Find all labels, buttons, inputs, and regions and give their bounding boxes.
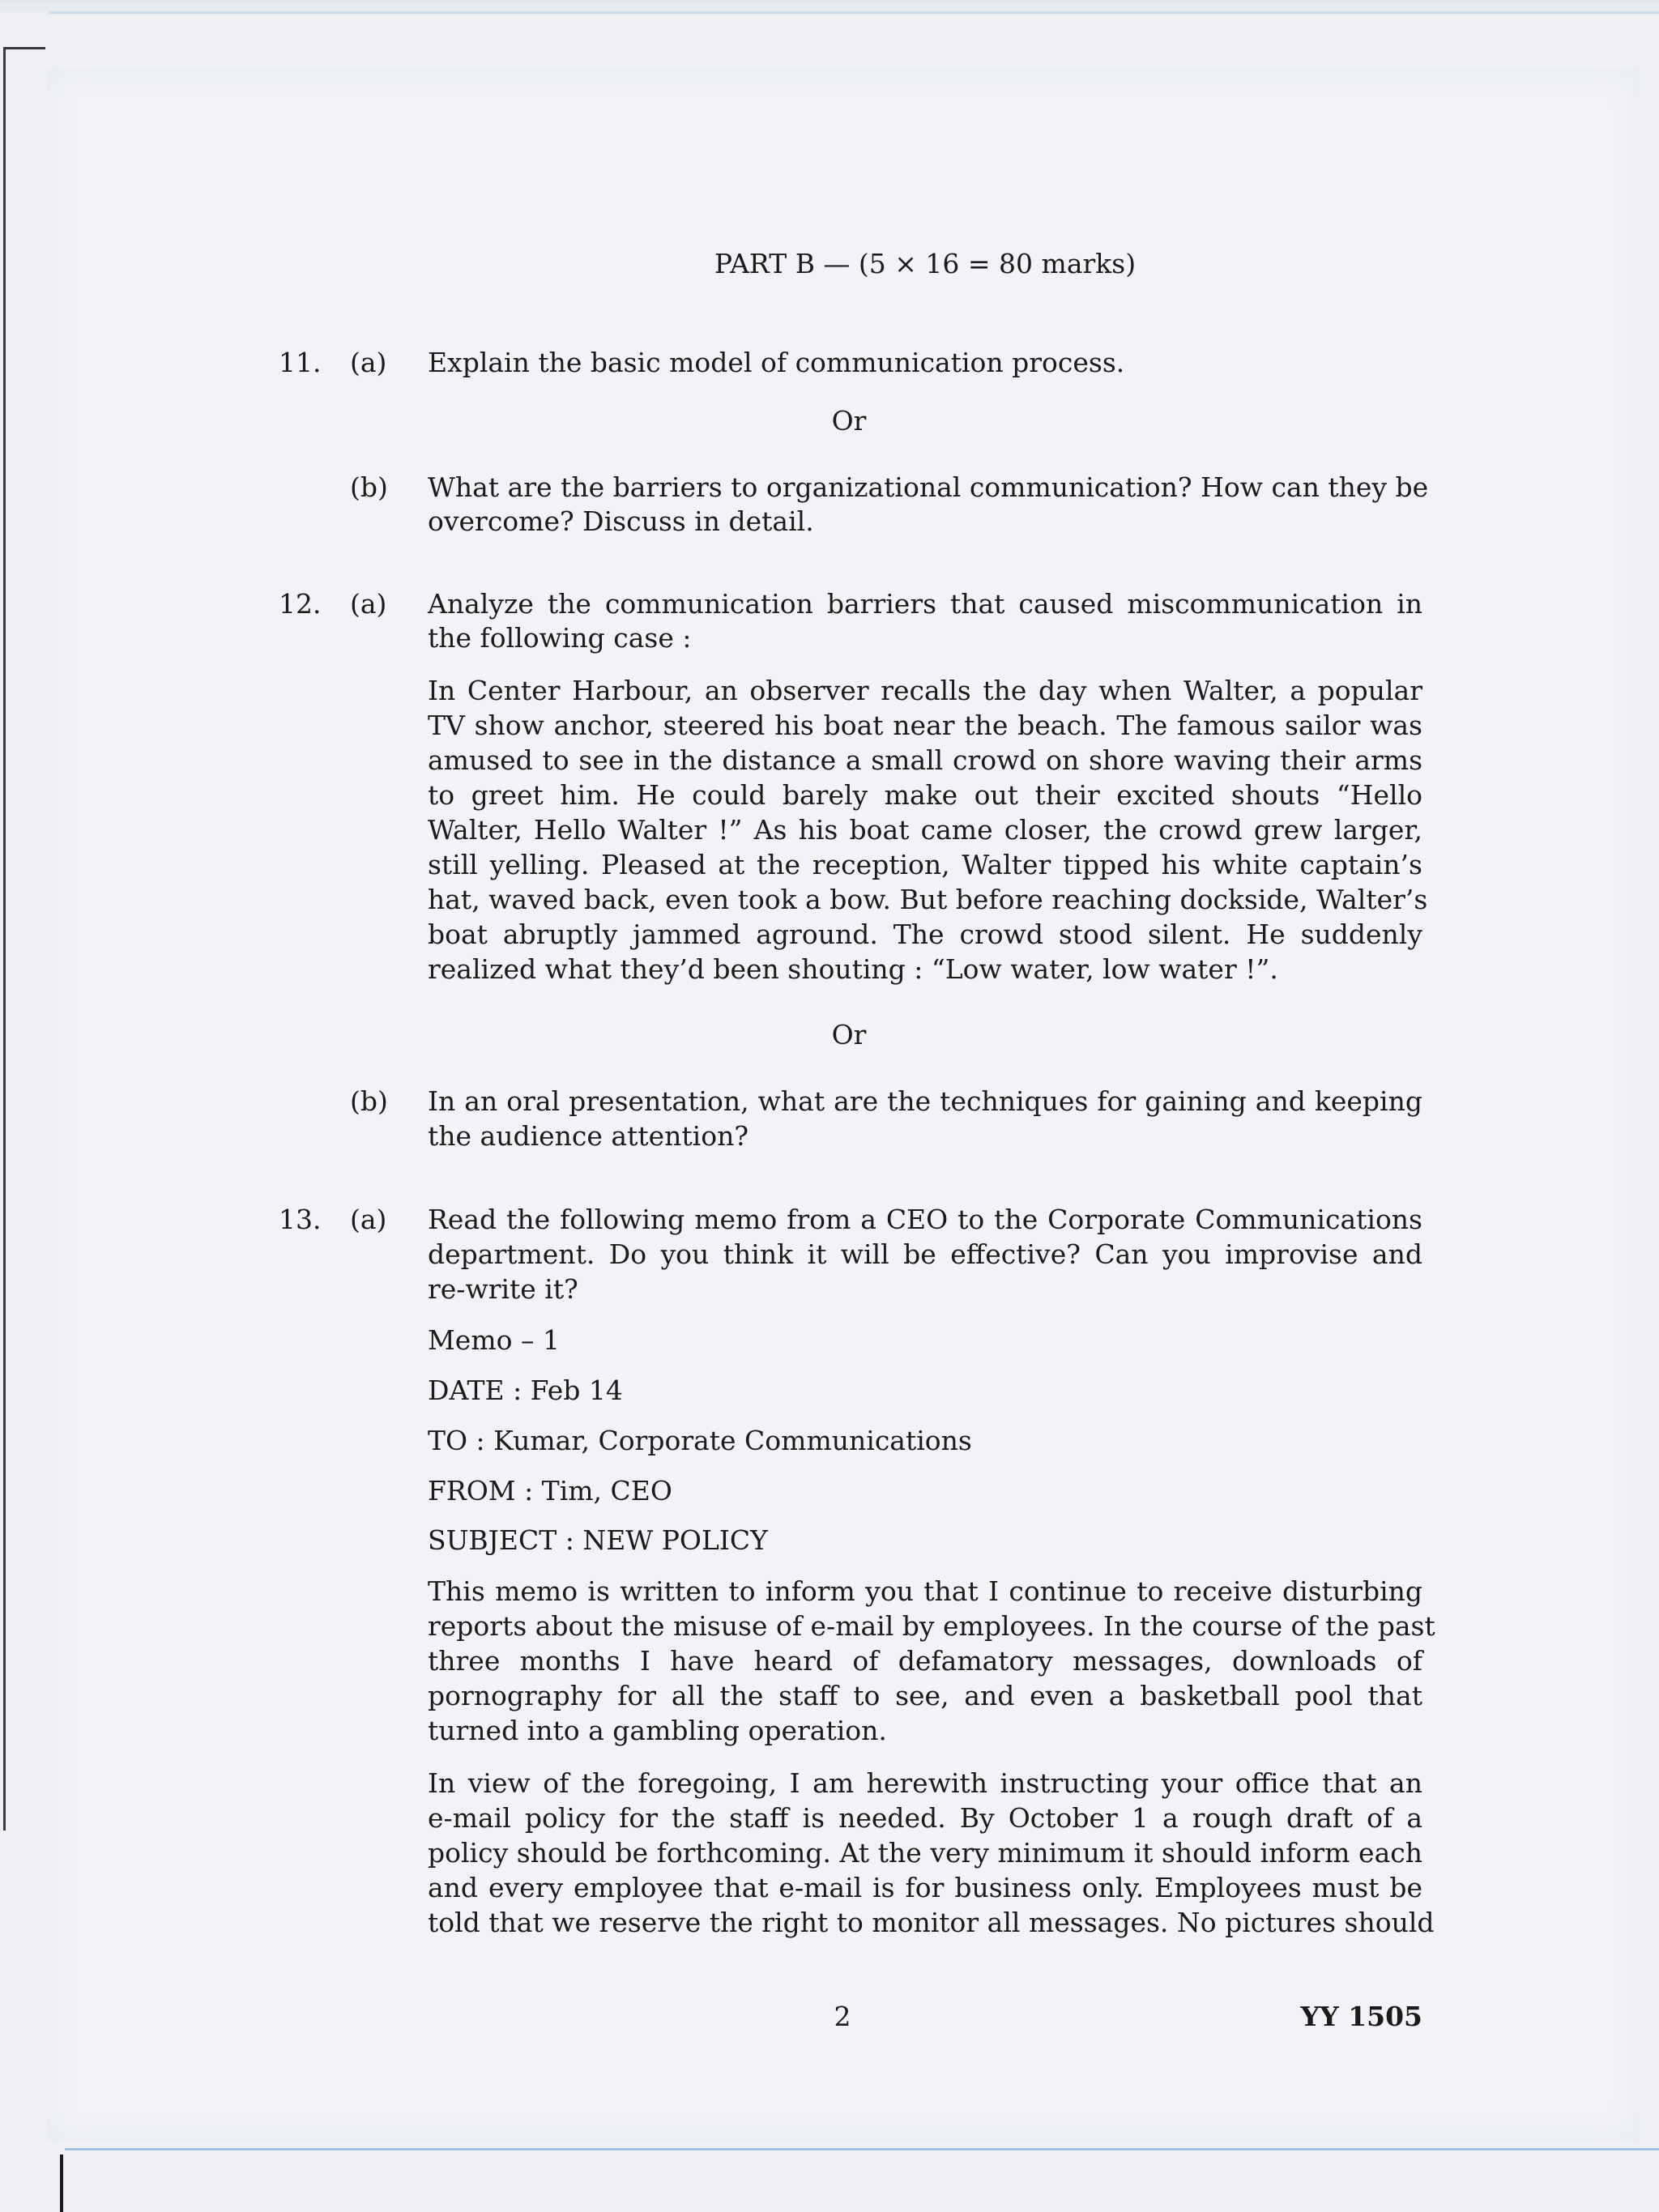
case-line-7: hat, waved back, even took a bow. But before reaching dockside, Walter’s: [428, 884, 1428, 915]
part-title: PART B — (5 × 16 = 80 marks): [714, 248, 1137, 279]
top-rule: [49, 11, 1659, 14]
question-number-11: 11.: [279, 347, 322, 378]
memo-para1-line-2: reports about the misuse of e-mail by employees. In the course of the past: [428, 1610, 1435, 1642]
case-line-6: still yelling. Pleased at the reception, Walter tipped his white captain’s: [428, 849, 1422, 880]
memo-to: TO : Kumar, Corporate Communications: [428, 1425, 972, 1456]
q12-b-line-1: In an oral presentation, what are the techniques for gaining and keeping: [428, 1085, 1422, 1117]
memo-date: DATE : Feb 14: [428, 1375, 623, 1406]
case-line-8: boat abruptly jammed aground. The crowd stood silent. He suddenly: [428, 918, 1422, 950]
frame-corner: [3, 47, 45, 49]
case-line-2: TV show anchor, steered his boat near the beach. The famous sailor was: [428, 710, 1422, 741]
q11-b-label: (b): [350, 471, 388, 503]
case-line-4: to greet him. He could barely make out their excited shouts “Hello: [428, 779, 1422, 811]
case-line-1: In Center Harbour, an observer recalls the day when Walter, a popular: [428, 675, 1422, 706]
page-number: 2: [834, 2001, 851, 2032]
memo-para2-line-4: and every employee that e-mail is for business only. Employees must be: [428, 1872, 1422, 1903]
question-number-13: 13.: [279, 1204, 322, 1235]
memo-from: FROM : Tim, CEO: [428, 1475, 672, 1507]
memo-title: Memo – 1: [428, 1324, 560, 1356]
bottom-rule: [65, 2148, 1659, 2150]
q12-or: Or: [831, 1019, 867, 1051]
q12-a-line-2: the following case :: [428, 622, 692, 654]
bottom-mark: [60, 2154, 63, 2212]
memo-para2-line-5: told that we reserve the right to monitor all messages. No pictures should: [428, 1907, 1435, 1938]
q11-or: Or: [831, 405, 867, 437]
case-line-9: realized what they’d been shouting : “Low water, low water !”.: [428, 953, 1278, 985]
q13-a-line-3: re-write it?: [428, 1273, 578, 1305]
q11-b-line-2: overcome? Discuss in detail.: [428, 505, 814, 537]
memo-para2-line-3: policy should be forthcoming. At the very minimum it should inform each: [428, 1837, 1422, 1869]
q12-b-label: (b): [350, 1085, 388, 1117]
scan-edge: [0, 0, 1659, 18]
memo-para2-line-1: In view of the foregoing, I am herewith instructing your office that an: [428, 1767, 1422, 1799]
q13-a-line-2: department. Do you think it will be effective? Can you improvise and: [428, 1238, 1422, 1270]
paper-code: YY 1505: [1300, 2001, 1422, 2032]
q11-a-text: Explain the basic model of communication process.: [428, 347, 1125, 378]
memo-para2-line-2: e-mail policy for the staff is needed. By October 1 a rough draft of a: [428, 1802, 1422, 1834]
memo-subject: SUBJECT : NEW POLICY: [428, 1524, 768, 1556]
question-number-12: 12.: [279, 588, 322, 620]
q13-a-line-1: Read the following memo from a CEO to the Corporate Communications: [428, 1204, 1422, 1235]
q11-a-label: (a): [350, 347, 387, 378]
q13-a-label: (a): [350, 1204, 387, 1235]
case-line-5: Walter, Hello Walter !” As his boat came closer, the crowd grew larger,: [428, 814, 1422, 846]
memo-para1-line-3: three months I have heard of defamatory messages, downloads of: [428, 1645, 1422, 1677]
q12-a-label: (a): [350, 588, 387, 620]
memo-para1-line-5: turned into a gambling operation.: [428, 1715, 887, 1746]
q11-b-line-1: What are the barriers to organizational communication? How can they be: [428, 471, 1429, 503]
q12-a-line-1: Analyze the communication barriers that caused miscommunication in: [428, 588, 1422, 620]
frame-left-line: [3, 49, 6, 1831]
q12-b-line-2: the audience attention?: [428, 1120, 749, 1152]
memo-para1-line-1: This memo is written to inform you that I continue to receive disturbing: [428, 1575, 1422, 1607]
memo-para1-line-4: pornography for all the staff to see, and even a basketball pool that: [428, 1680, 1422, 1711]
case-line-3: amused to see in the distance a small crowd on shore waving their arms: [428, 744, 1422, 776]
